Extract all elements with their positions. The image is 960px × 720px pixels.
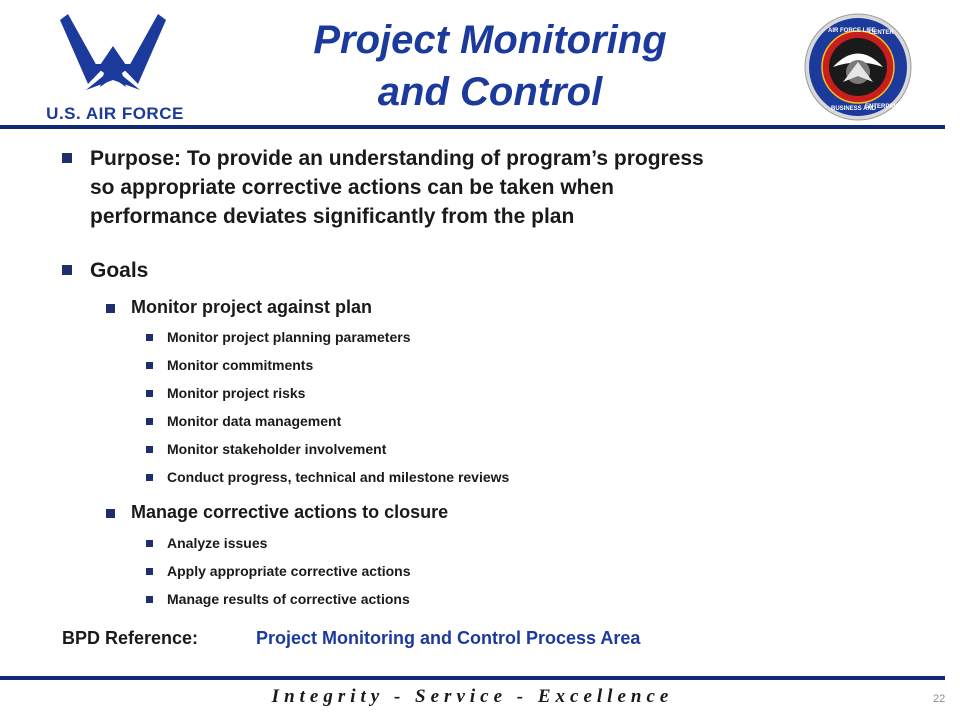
bullet-icon <box>146 540 153 547</box>
svg-text:CENTER: CENTER <box>869 30 894 36</box>
aflcmc-seal <box>803 12 913 122</box>
seal-emblem-icon <box>803 12 913 122</box>
goal-item: Monitor data management <box>167 413 342 429</box>
goals-heading: Goals <box>90 259 149 282</box>
goal-item: Monitor project planning parameters <box>167 329 411 345</box>
page-number: 22 <box>933 693 946 705</box>
bpd-reference-value: Project Monitoring and Control Process Area <box>256 628 641 648</box>
svg-text:BUSINESS AND: BUSINESS AND <box>831 106 877 112</box>
title-line-2: and Control <box>377 70 603 114</box>
purpose-line-2: so appropriate corrective actions can be taken when <box>90 176 615 199</box>
bpd-reference-label: BPD Reference: <box>62 628 199 648</box>
bullet-icon <box>146 568 153 575</box>
goal-group-label: Monitor project against plan <box>131 297 373 317</box>
svg-text:ENTERPRISE: ENTERPRISE <box>865 104 904 110</box>
goal-item: Manage results of corrective actions <box>167 591 410 607</box>
bullet-icon <box>146 334 153 341</box>
svg-text:AIR FORCE LIFE: AIR FORCE LIFE <box>828 28 876 34</box>
goal-item: Analyze issues <box>167 535 268 551</box>
bullet-icon <box>62 265 72 275</box>
bullet-icon <box>106 304 115 313</box>
goal-item: Apply appropriate corrective actions <box>167 563 411 579</box>
goal-item: Monitor commitments <box>167 357 314 373</box>
bullet-icon <box>106 509 115 518</box>
bullet-icon <box>146 596 153 603</box>
bullet-icon <box>62 153 72 163</box>
us-air-force-logo <box>38 6 188 126</box>
bullet-icon <box>146 418 153 425</box>
bullet-icon <box>146 474 153 481</box>
logo-left-text: U.S. AIR FORCE <box>46 104 184 123</box>
title-line-1: Project Monitoring <box>313 18 667 62</box>
bullet-icon <box>146 446 153 453</box>
purpose-line-3: performance deviates significantly from the plan <box>90 205 575 228</box>
goal-group-label: Manage corrective actions to closure <box>131 502 449 522</box>
goal-item: Monitor stakeholder involvement <box>167 441 387 457</box>
purpose-line-1: Purpose: To provide an understanding of program’s progress <box>90 147 704 170</box>
footer-divider <box>0 676 945 680</box>
footer-motto: Integrity - Service - Excellence <box>271 686 674 707</box>
bullet-icon <box>146 390 153 397</box>
bullet-icon <box>146 362 153 369</box>
goal-item: Conduct progress, technical and milestone reviews <box>167 469 510 485</box>
goal-item: Monitor project risks <box>167 385 306 401</box>
page-title <box>190 14 790 118</box>
header-divider <box>0 125 945 129</box>
